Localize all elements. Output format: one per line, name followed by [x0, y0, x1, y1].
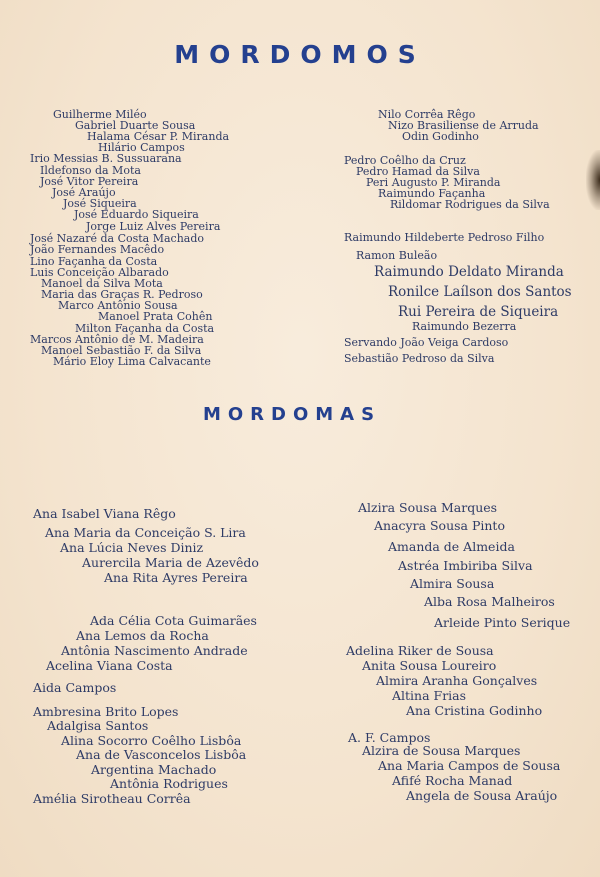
name-entry: Rildomar Rodrigues da Silva: [390, 198, 550, 211]
name-entry: José Vitor Pereira: [40, 175, 139, 188]
page-edge-shadow: [586, 150, 600, 210]
name-entry: Manoel da Silva Mota: [41, 277, 163, 290]
name-entry: Alzira Sousa Marques: [358, 500, 498, 515]
name-entry: Amélia Sirotheau Corrêa: [33, 791, 191, 806]
name-entry: Antônia Rodrigues: [110, 776, 228, 791]
name-entry: Aida Campos: [33, 680, 117, 695]
name-entry: Anacyra Sousa Pinto: [374, 518, 505, 533]
name-entry: Anita Sousa Loureiro: [362, 658, 497, 673]
name-entry: João Fernandes Macêdo: [30, 243, 165, 256]
name-entry: José Nazaré da Costa Machado: [30, 232, 205, 245]
name-entry: Guilherme Miléo: [53, 108, 147, 121]
name-entry: Lino Façanha da Costa: [30, 255, 158, 268]
name-entry: Peri Augusto P. Miranda: [366, 176, 501, 189]
name-entry: Ana Maria Campos de Sousa: [378, 758, 561, 773]
name-entry: Hilário Campos: [98, 141, 185, 154]
name-entry: Sebastião Pedroso da Silva: [344, 352, 495, 365]
name-entry: Ambresina Brito Lopes: [33, 704, 179, 719]
name-entry: Mário Eloy Lima Calvacante: [53, 355, 211, 368]
name-entry: Raimundo Hildeberte Pedroso Filho: [344, 231, 545, 244]
heading-mordomas: MORDOMAS: [202, 404, 382, 425]
name-entry: Ana Rita Ayres Pereira: [104, 570, 248, 585]
name-entry: Alina Socorro Coêlho Lisbôa: [61, 733, 242, 748]
name-entry: Luis Conceição Albarado: [30, 266, 169, 279]
name-entry: Argentina Machado: [91, 762, 217, 777]
name-entry: Pedro Coêlho da Cruz: [344, 154, 466, 167]
name-entry: Raimundo Façanha: [378, 187, 486, 200]
name-entry: Afifé Rocha Manad: [392, 773, 513, 788]
name-entry: Milton Façanha da Costa: [75, 322, 215, 335]
name-entry: Ada Célia Cota Guimarães: [90, 613, 257, 628]
name-entry: Servando João Veiga Cardoso: [344, 336, 509, 349]
name-entry: Ana de Vasconcelos Lisbôa: [76, 747, 247, 762]
name-entry: Nilo Corrêa Rêgo: [378, 108, 476, 121]
name-entry: Arleide Pinto Serique: [434, 615, 571, 630]
name-entry: Ana Lúcia Neves Diniz: [60, 540, 204, 555]
name-entry: Irio Messias B. Sussuarana: [30, 152, 182, 165]
name-entry: Marco Antônio Sousa: [58, 299, 178, 312]
name-entry: Adelina Riker de Sousa: [346, 643, 494, 658]
name-entry: Acelina Viana Costa: [46, 658, 173, 673]
name-entry: José Siqueira: [63, 197, 137, 210]
name-entry: Amanda de Almeida: [388, 539, 515, 554]
name-entry: Ana Cristina Godinho: [406, 703, 543, 718]
name-entry: José Araújo: [52, 186, 116, 199]
name-entry: Aurercila Maria de Azevêdo: [82, 555, 259, 570]
name-entry: Nizo Brasiliense de Arruda: [388, 119, 539, 132]
name-entry: Marcos Antônio de M. Madeira: [30, 333, 204, 346]
name-entry: Angela de Sousa Araújo: [406, 788, 558, 803]
name-entry: Manoel Prata Cohên: [98, 310, 213, 323]
name-entry: Ana Lemos da Rocha: [76, 628, 209, 643]
name-entry: Pedro Hamad da Silva: [356, 165, 480, 178]
name-entry: Raimundo Bezerra: [412, 320, 517, 333]
name-entry: Gabriel Duarte Sousa: [75, 119, 196, 132]
name-entry: Halama César P. Miranda: [87, 130, 230, 143]
name-entry: Altina Frias: [392, 688, 467, 703]
name-entry: Alzira de Sousa Marques: [362, 743, 521, 758]
name-entry: A. F. Campos: [348, 730, 431, 745]
name-entry: Almira Sousa: [410, 576, 495, 591]
name-entry: José Eduardo Siqueira: [74, 208, 199, 221]
name-entry: Alba Rosa Malheiros: [424, 594, 555, 609]
name-entry: Ildefonso da Mota: [40, 164, 141, 177]
name-entry: Astréa Imbiriba Silva: [398, 558, 533, 573]
name-entry: Ana Maria da Conceição S. Lira: [45, 525, 246, 540]
name-entry: Jorge Luiz Alves Pereira: [86, 220, 221, 233]
name-entry: Maria das Graças R. Pedroso: [41, 288, 203, 301]
name-entry: Raimundo Deldato Miranda: [374, 264, 564, 280]
name-entry: Rui Pereira de Siqueira: [398, 304, 559, 320]
name-entry: Antônia Nascimento Andrade: [61, 643, 248, 658]
name-entry: Ana Isabel Viana Rêgo: [33, 506, 176, 521]
name-entry: Odin Godinho: [402, 130, 479, 143]
name-entry: Ramon Buleão: [356, 249, 438, 262]
name-entry: Manoel Sebastião F. da Silva: [41, 344, 202, 357]
heading-mordomos: MORDOMOS: [174, 40, 426, 69]
name-entry: Almira Aranha Gonçalves: [376, 673, 538, 688]
name-entry: Adalgisa Santos: [47, 718, 149, 733]
name-entry: Ronilce Laílson dos Santos: [388, 284, 572, 300]
